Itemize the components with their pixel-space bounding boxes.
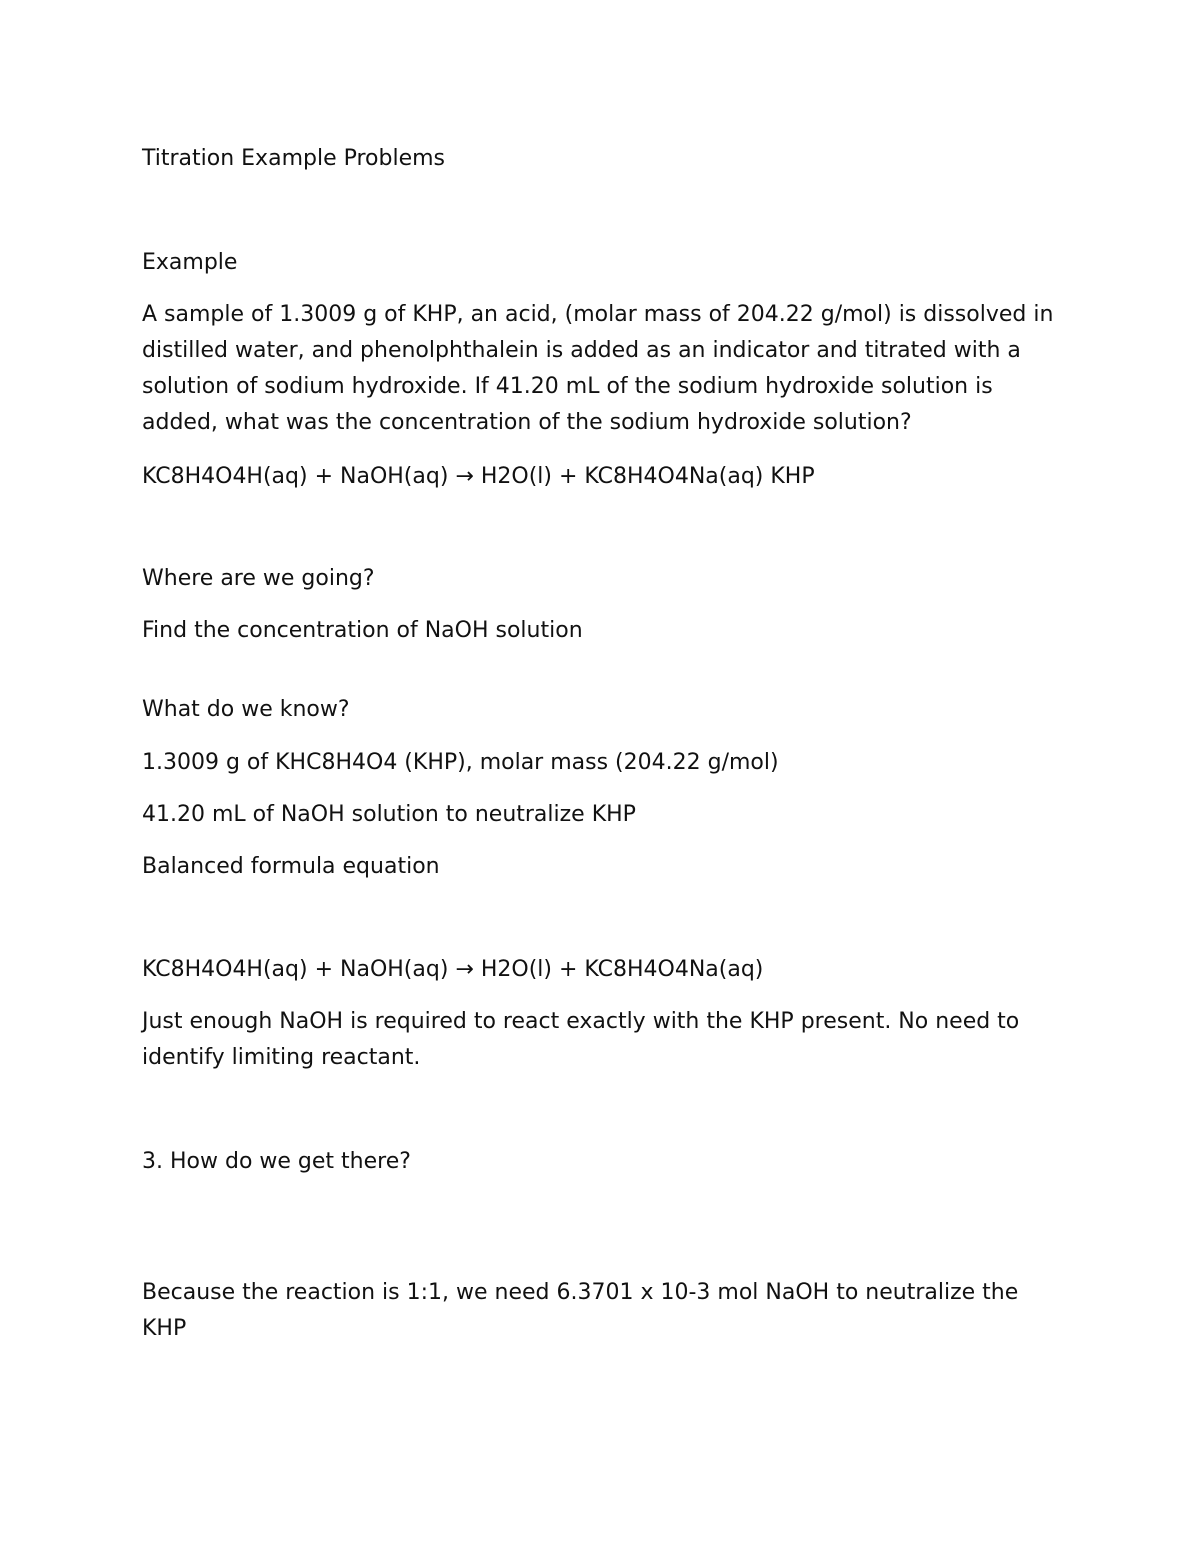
know-item: 41.20 mL of NaOH solution to neutralize KHP: [142, 802, 636, 827]
problem-statement: A sample of 1.3009 g of KHP, an acid, (molar mass of 204.22 g/mol) is dissolved in distilled water, and phenolphthalein is added as an indicator and titrated with a solution of sodium hydroxide. If 41.20 mL of the sodium hydroxide solution is added, what was the concentration of the sodium hydroxide solution?: [142, 302, 1054, 435]
where-answer: Find the concentration of NaOH solution: [142, 618, 583, 643]
how-heading: 3. How do we get there?: [142, 1149, 411, 1174]
where-heading: Where are we going?: [142, 566, 375, 591]
conclusion: Because the reaction is 1:1, we need 6.3701 x 10-3 mol NaOH to neutralize the KHP: [142, 1280, 1019, 1341]
know-item: Balanced formula equation: [142, 854, 440, 879]
example-heading: Example: [142, 250, 238, 275]
equation-1: KC8H4O4H(aq) + NaOH(aq) → H2O(l) + KC8H4O4Na(aq) KHP: [142, 464, 815, 489]
know-heading: What do we know?: [142, 697, 350, 722]
limiting-note: Just enough NaOH is required to react exactly with the KHP present. No need to identify limiting reactant.: [142, 1009, 1020, 1070]
document-title: Titration Example Problems: [142, 146, 446, 171]
know-item: 1.3009 g of KHC8H4O4 (KHP), molar mass (204.22 g/mol): [142, 750, 779, 775]
equation-2: KC8H4O4H(aq) + NaOH(aq) → H2O(l) + KC8H4O4Na(aq): [142, 957, 764, 982]
